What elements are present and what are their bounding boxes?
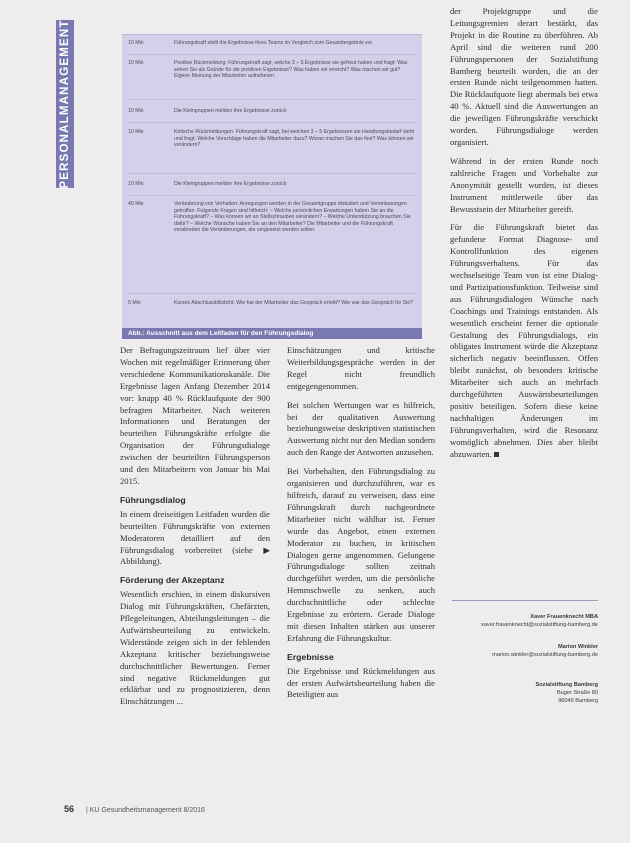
text-column-2 [287, 345, 435, 815]
figure-row-text: Führungskraft stellt die Ergebnisse ihres Teams im Vergleich zum Gesamtergebnis vor [174, 40, 373, 46]
author-divider [452, 600, 598, 601]
author-email[interactable]: marion.winkler@sozialstiftung-bamberg.de [492, 652, 598, 658]
paragraph [450, 222, 598, 460]
figure-caption: Abb.: Ausschnitt aus dem Leitfaden für den Führungsdialog [122, 328, 422, 339]
figure-row-text: Die Kleingruppen melden ihre Ergebnisse zurück [174, 181, 287, 187]
figure-row-time: 10 Min [128, 60, 144, 66]
author-block [492, 643, 598, 659]
section-sidebar [56, 20, 74, 188]
figure-row-text: Veränderung von Verhalten: Anregungen werden in der Gesamtgruppe diskutiert und Vereinbarungen getroffen. Folgende Fragen sind hilfreich: – Welche persönlichen Erwartungen haben Sie an die Führungskraft? – Was können wir an Stellschrauben verändern? – Welche Unterstützung brauchen Sie dafür? – Welche Wünsche haben Sie an den Mitarbeiter? Die Mitarbeiter und die Führungskraft verabreden die Veränderungen, die umgesetzt werden sollen. [174, 201, 411, 234]
figure-row-time: 10 Min [128, 129, 144, 135]
figure-row-time: 5 Min [128, 300, 141, 306]
figure-row-time: 10 Min [128, 108, 144, 114]
figure-divider [128, 54, 416, 55]
subheading: Führungsdialog [120, 494, 186, 505]
paragraph: Während in der ersten Runde noch zahlreiche Fragen und Vorbehalte zur Anonymität gestellt wurden, ist dieses Instrument mittlerweile über das Bewusstsein der Mitarbeiter gereift. [450, 155, 598, 214]
institution-name: Sozialstiftung Bamberg [535, 682, 598, 688]
end-mark-icon [494, 452, 499, 457]
guide-figure [122, 34, 422, 328]
institution-city: 96049 Bamberg [558, 698, 598, 704]
figure-divider [128, 122, 416, 123]
figure-row-text: Die Kleingruppen melden ihre Ergebnisse zurück [174, 108, 287, 114]
figure-row-time: 10 Min [128, 181, 144, 187]
author-block [481, 613, 598, 629]
paragraph: der Projektgruppe und die Leitungsgremien derart bestärkt, das Projekt in die Routine zu überführen. Ab April sind die weiteren rund 200 Führungspersonen der Sozialstiftung Bamberg beurteilt worden, die an der ersten Runde nicht teilgenommen hatten. Die Rücklaufquote liegt abermals bei etwa 40 %. Aktuell sind die Auswertungen an die jeweiligen Führungskräfte verschickt worden. Führungsdialoge werden organisiert. [450, 6, 598, 147]
text-column-1 [120, 345, 270, 815]
institution-street: Buger Straße 80 [556, 690, 598, 696]
paragraph: Die Ergebnisse und Rückmeldungen aus der ersten Aufwärtsbeurteilung haben die Beteiligten aus [287, 665, 435, 700]
institution-block [536, 681, 598, 705]
paragraph: Bei solchen Wertungen war es hilfreich, bei der qualitativen Auswertung beziehungsweise deskriptiven statistischen Auswertung nicht nur den Median sondern auch den Range der Antworten anzusehen. [287, 399, 435, 458]
figure-divider [128, 173, 416, 174]
figure-row-text: Positive Rückmeldung: Führungskraft sagt, welche 3 – 5 Ergebnisse sie gefreut haben und fragt: Was sehen Sie als Gründe für die positiven Ergebnisse? Was haben wir erreicht? Was machen wir gut? Eigene Meinung der Mitarbeiter aufnehmen. [174, 60, 408, 80]
author-email[interactable]: xaver.frauenknecht@sozialstiftung-bamberg.de [481, 622, 598, 628]
figure-divider [128, 195, 416, 196]
author-name: Xaver Frauenknecht MBA [530, 614, 598, 620]
paragraph: Der Befragungszeitraum lief über vier Wochen mit regelmäßiger Erinnerung über verschiedene Kommunikationskanäle. Die Ergebnisse lagen Anfang Dezember 2014 vor: knapp 40 % Rücklaufquote der 900 befragten Mitarbeiter. Nach weiteren Informationen und Beratungen der beurteilten Führungskräfte erfolgte die Organisation der Führungsdialoge zwischen der beurteilten Führungsperson und den Mitarbeitern von Januar bis Mai 2015. [120, 345, 270, 486]
figure-row-time: 10 Min [128, 40, 144, 46]
figure-row-text: Kritische Rückmeldungen: Führungskraft sagt, bei welchen 3 – 5 Ergebnissen sie Handlungsbedarf sieht und fragt: Welche Vorschläge haben die Mitarbeiter dazu? Woran machen Sie das fest? Was können wir verändern? [174, 129, 414, 149]
author-name: Marion Winkler [557, 644, 598, 650]
figure-row-text: Kurzes Abschlussblitzlicht: Wie hat der Mitarbeiter das Gespräch erlebt? Wie war das Gespräch für Sie? [174, 300, 414, 306]
page-footer [64, 804, 205, 814]
paragraph: Wesentlich erschien, in einem diskursiven Dialog mit Führungskräften, Chefärzten, Pflegeleitungen, Abteilungsleitungen – die Aufwärtsbeurteilung zu entwickeln. Widerstände zeigen sich in der fehlenden Akzeptanz kritischer beziehungsweise durchschnittlicher Bewertungen. Ferner sind negative Rückmeldungen gut erklärbar und zu prognostizieren, denn Einschätzungen ... [120, 589, 270, 707]
text-column-3 [450, 6, 598, 566]
paragraph-text: Für die Führungskraft bietet das gefundene Format Diagnose- und Kontrollfunktion des eigenen Führungsverhaltens. Für das wechselseitige Team von ist eine Dialog- und Partizipationsfunktion. Teilweise sind aus Führungsdialogen Wünsche nach Coachings und Trainings entstanden. Als wesentlich erscheint ferner die optionale Gestaltung des Führungsdialogs, ein obligates Instrument würde die Akzeptanz sicherlich negativ beeinflussen. Offen bleibt zunächst, ob besonders kritische Mitarbeiter sich auch an mehrfach durchgeführten Auswärtsbeurteilungen positiv beteiligen. Sofern diese keine nachhaltigen Änderungen im Führungsverhalten, wird die Resonanz womöglich abnehmen. Dies aber bleibt abzuwarten. [450, 222, 598, 459]
subheading: Förderung der Akzeptanz [120, 575, 225, 586]
paragraph: Bei Vorbehalten, den Führungsdialog zu organisieren und durchzuführen, war es hilfreich, darauf zu verweisen, dass eine Führungskraft durch nachgeordnete Mitarbeiter nicht wählbar ist. Ferner wurde das Angebot, einen externen Moderator zu buchen, in kritischen Dialogen gerne angenommen. Gelungene Führungsdialoge sollten zeitnah durchgeführt werden, um die persönliche Hemmschwelle zu senken, auch durchschnittliche oder schlechte Ergebnisse zu erörtern. Gerade Dialoge mit diesen Inhalten stärken aus unserer Erfahrung die Führungskultur. [287, 466, 435, 643]
figure-divider [128, 293, 416, 294]
figure-row-time: 40 Min [128, 201, 144, 207]
journal-name: KU Gesundheitsmanagement 8/2016 [89, 807, 205, 814]
subheading: Ergebnisse [287, 651, 334, 662]
page-number: 56 [64, 804, 75, 814]
footer-separator: | [85, 807, 88, 814]
paragraph: Einschätzungen und kritische Weiterbildungsgespräche werden in der Regel nicht freundlich entgegengenommen. [287, 345, 435, 391]
figure-divider [128, 99, 416, 100]
paragraph: In einem dreiseitigen Leitfaden wurden die beurteilten Führungskräfte von externen Moderatoren detailliert auf den Führungsdialog vorbereitet (siehe ▶ Abbildung). [120, 508, 270, 567]
section-title: PERSONALMANAGEMENT [59, 19, 71, 189]
